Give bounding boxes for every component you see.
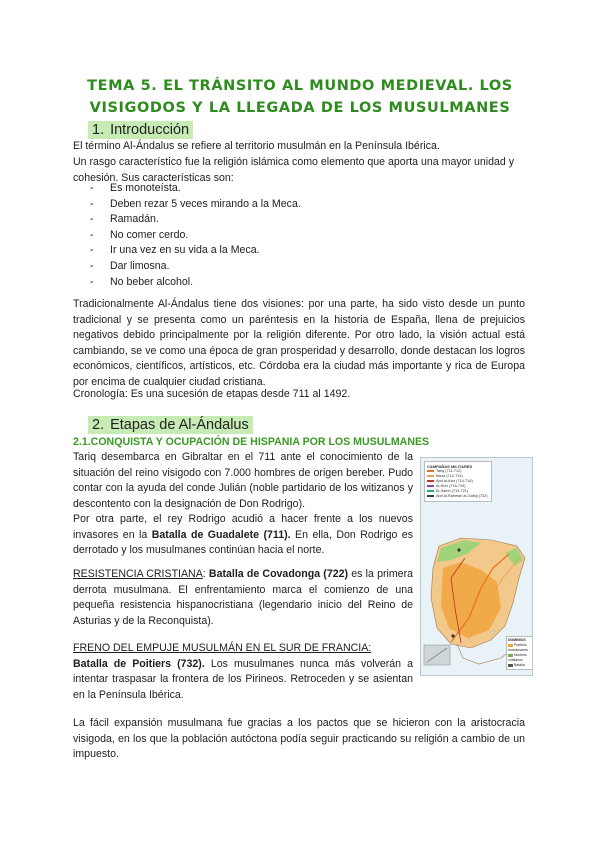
guadalete-paragraph — [73, 512, 413, 559]
map-legend — [424, 461, 492, 502]
list-item: - No beber alcohol. — [90, 275, 301, 291]
covadonga-paragraph — [73, 567, 413, 629]
battle-covadonga: Batalla de Covadonga (722) — [208, 568, 349, 580]
chronology-line: Cronología: Es una sucesión de etapas desde 711 al 1492. — [73, 388, 351, 400]
legend2-label: Pueblos musulmanes — [508, 643, 528, 652]
list-item: - Ir una vez en su vida a la Meca. — [90, 243, 301, 259]
poitiers-paragraph — [73, 641, 413, 703]
tariq-paragraph: Tariq desembarca en Gibraltar en el 711 ante el conocimiento de la situación del reino visigodo con 7.000 hombres de origen bereber. Pudo contar con la ayuda del conde Julián (noble partidario de los witizanos y descontento con la designación de Don Rodrigo). — [73, 451, 413, 510]
legend2-item — [508, 663, 532, 668]
legend-title: CAMPAÑAS MILITARES — [427, 464, 473, 469]
section-1-heading — [88, 121, 193, 139]
expansion-paragraph: La fácil expansión musulmana fue gracias a los pactos que se hicieron con la aristocracia visigoda, en los que la población autóctona podía seguir practicando su religión a cambio de un impuesto. — [73, 717, 525, 761]
text-run: es la primera derrota musulmana. El enfrentamiento marca el comienzo de una pequeña resistencia hispanocristiana (legendario inicio del Reino de Asturias y de la Reconquista). — [73, 568, 413, 627]
battle-poitiers: Batalla de Poitiers (732). — [73, 657, 205, 670]
list-item: - Ramadán. — [90, 212, 301, 228]
list-item: - Es monoteísta. — [90, 181, 301, 197]
intro-paragraph: Un rasgo característico fue la religión islámica como elemento que aporta una mayor unidad y cohesión. Sus características son: — [73, 156, 515, 184]
section-1-number: 1. — [92, 122, 105, 138]
list-item: - Deben rezar 5 veces mirando a la Meca. — [90, 197, 301, 213]
resistencia-label: RESISTENCIA CRISTIANA — [73, 568, 203, 580]
document-title-line-2: VISIGODOS Y LA LLEGADA DE LOS MUSULMANES — [89, 100, 511, 116]
intro-line: El término Al-Ándalus se refiere al territorio musulmán en la Península Ibérica. — [73, 140, 440, 152]
legend-label: Al-Hurr (716-719) — [436, 484, 466, 488]
battle-guadalete: Batalla de Guadalete (711). — [151, 528, 291, 541]
list-item: - Dar limosna. — [90, 259, 301, 275]
legend-label: Muza (712-714) — [436, 474, 463, 478]
legend-label: Abd al-Rahman al-Gafiqi (732) — [436, 494, 488, 498]
section-2-heading-text: Etapas de Al-Ándalus — [110, 417, 249, 433]
legend-item — [427, 494, 489, 499]
text-run: En ella, Don Rodrigo es derrotado y los musulmanes continúan hacia el norte. — [73, 528, 413, 557]
text-run: Por otra parte, el rey Rodrigo acudió a hacer frente a los nuevos invasores en la — [73, 513, 413, 541]
legend2-label: Batalla — [514, 663, 525, 667]
legend2-label: Núcleos cristianos — [508, 653, 527, 662]
legend2-item — [508, 653, 532, 663]
legend2-title: DOMINIOS — [508, 638, 526, 642]
legend-label: Tariq (711-712) — [436, 469, 462, 473]
subsection-2-1-heading: 2.1.CONQUISTA Y OCUPACIÓN DE HISPANIA POR LOS MUSULMANES — [73, 436, 430, 448]
section-2-heading — [88, 416, 253, 434]
list-item: - No comer cerdo. — [90, 228, 301, 244]
text-run: Los musulmanes nunca más volverán a intentar traspasar la frontera de los Pirineos. Retroceden y se asientan en la Península Ibérica. — [73, 657, 414, 701]
freno-label: FRENO DEL EMPUJE MUSULMÁN EN EL SUR DE FRANCIA: — [73, 642, 372, 654]
islam-characteristics-list — [90, 181, 301, 290]
conquest-map — [420, 457, 533, 676]
document-title-line-1: TEMA 5. EL TRÁNSITO AL MUNDO MEDIEVAL. LOS — [87, 78, 513, 94]
battle-marker — [451, 634, 454, 637]
legend-label: Abd al-Aziz (714-716) — [436, 479, 473, 483]
map-domains-legend — [506, 636, 533, 670]
section-1-heading-text: Introducción — [110, 122, 190, 138]
legend2-item — [508, 643, 532, 653]
text-run: : — [202, 568, 209, 580]
section-2-number: 2. — [92, 417, 105, 433]
legend-label: Al-Samh (719-721) — [436, 489, 469, 493]
visions-paragraph: Tradicionalmente Al-Ándalus tiene dos visiones: por una parte, ha sido visto desde un punto tradicional y se presenta como un paréntesis en la historia de España, llena de prejuicios negativos debido principalmente por la religión diferente. Por otro lado, la visión actual está cambiando, se ve como una época de gran prosperidad y desarrollo, donde destacan los logros económicos, científicos, artísticos, etc. Córdoba era la ciudad más importante y rica de Europa por encima de cualquier ciudad cristiana. — [73, 298, 525, 388]
battle-marker — [457, 548, 460, 551]
